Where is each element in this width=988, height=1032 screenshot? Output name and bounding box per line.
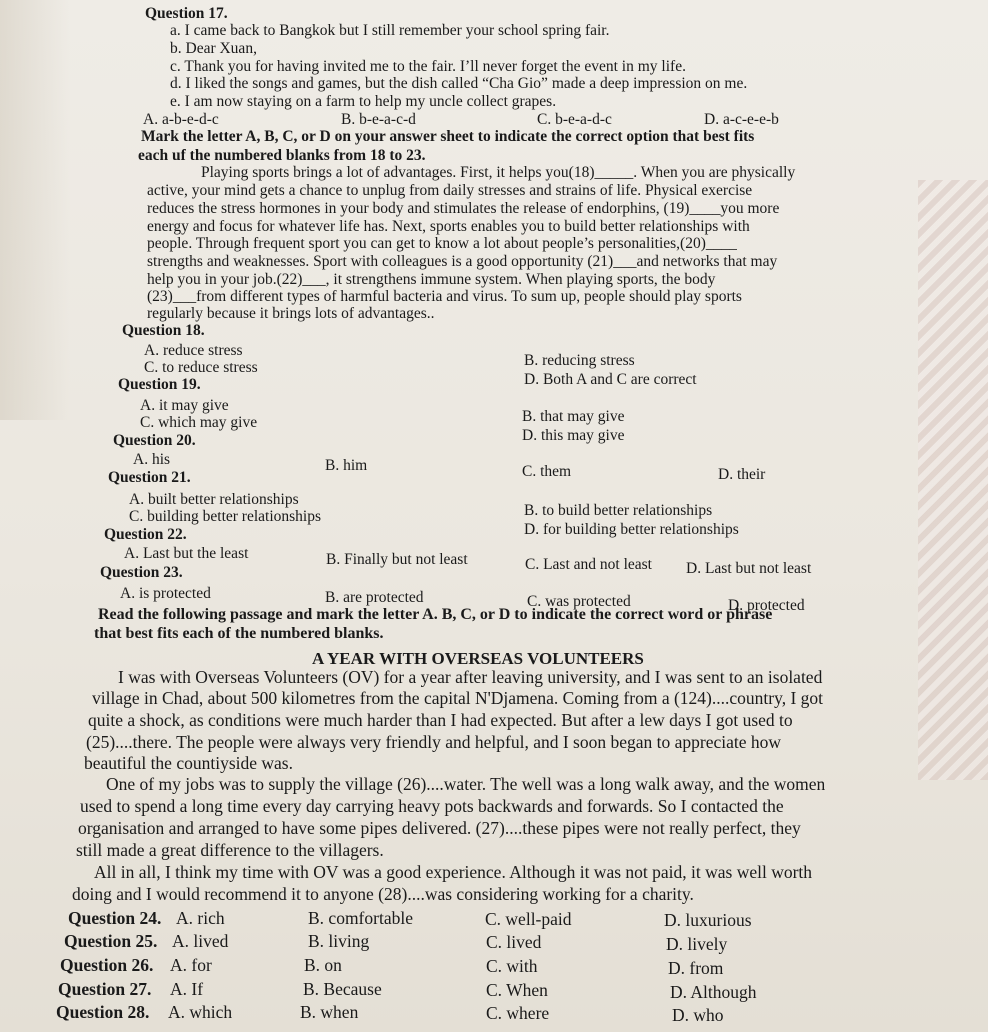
- question-28-heading: Question 28.: [56, 1002, 150, 1022]
- q20-option-a: A. his: [133, 451, 171, 468]
- q17-option-d: D. a-c-e-e-b: [704, 111, 779, 128]
- q25-option-a: A. lived: [172, 931, 229, 951]
- q28-option-a: A. which: [168, 1002, 233, 1022]
- q24-option-b: B. comfortable: [308, 908, 413, 928]
- page-shadow-left: [0, 0, 70, 420]
- passage2-line: beautiful the countiyside was.: [84, 753, 293, 773]
- passage1-line: regularly because it brings lots of advantages..: [147, 305, 435, 322]
- q23-option-a: A. is protected: [120, 585, 211, 602]
- q18-option-d: D. Both A and C are correct: [524, 371, 697, 388]
- q26-option-a: A. for: [170, 955, 212, 975]
- instruction-2-line1: Read the following passage and mark the letter A. B, C, or D to indicate the correct word or phrase: [98, 606, 773, 623]
- q27-option-b: B. Because: [303, 979, 382, 999]
- instruction-2-line2: that best fits each of the numbered blanks.: [94, 625, 384, 642]
- question-17-heading: Question 17.: [145, 5, 228, 22]
- q23-option-b: B. are protected: [325, 589, 424, 606]
- passage2-line: I was with Overseas Volunteers (OV) for a year after leaving university, and I was sent to an isolated: [118, 667, 823, 687]
- q19-option-d: D. this may give: [522, 427, 625, 444]
- q20-option-d: D. their: [718, 466, 766, 483]
- question-19-heading: Question 19.: [118, 376, 201, 393]
- passage1-line: reduces the stress hormones in your body and stimulates the release of endorphins, (19)____you more: [147, 200, 780, 217]
- passage2-line: village in Chad, about 500 kilometres from the capital N'Djamena. Coming from a (124)....country, I got: [92, 688, 824, 708]
- q28-option-d: D. who: [672, 1005, 724, 1025]
- q27-option-c: C. When: [486, 980, 548, 1000]
- instruction-1-line2: each uf the numbered blanks from 18 to 23.: [138, 147, 426, 164]
- q25-option-d: D. lively: [666, 934, 728, 954]
- q22-option-c: C. Last and not least: [525, 556, 652, 573]
- q17-option-a: A. a-b-e-d-c: [143, 111, 219, 128]
- q17-option-c: C. b-e-a-d-c: [537, 111, 612, 128]
- q18-option-b: B. reducing stress: [524, 352, 635, 369]
- q24-option-d: D. luxurious: [664, 910, 752, 930]
- q28-option-b: B. when: [300, 1002, 359, 1022]
- passage2-line: still made a great difference to the villagers.: [76, 840, 384, 860]
- q22-option-d: D. Last but not least: [686, 560, 812, 577]
- q17-sentence-a: a. I came back to Bangkok but I still remember your school spring fair.: [170, 22, 610, 39]
- question-26-heading: Question 26.: [60, 955, 154, 975]
- passage2-line: doing and I would recommend it to anyone (28)....was considering working for a charity.: [72, 884, 694, 904]
- question-24-heading: Question 24.: [68, 908, 162, 928]
- question-21-heading: Question 21.: [108, 469, 191, 486]
- passage2-line: used to spend a long time every day carrying heavy pots backwards and forwards. So I contacted the: [80, 796, 784, 816]
- q19-option-a: A. it may give: [140, 397, 229, 414]
- q17-sentence-e: e. I am now staying on a farm to help my uncle collect grapes.: [170, 93, 557, 110]
- question-23-heading: Question 23.: [100, 564, 183, 581]
- q25-option-c: C. lived: [486, 932, 542, 952]
- page-edge-right: [918, 180, 988, 780]
- q26-option-d: D. from: [668, 958, 724, 978]
- question-18-heading: Question 18.: [122, 322, 205, 339]
- q18-option-c: C. to reduce stress: [144, 359, 258, 376]
- passage1-line: (23)___from different types of harmful bacteria and virus. To sum up, people should play sports: [147, 288, 742, 305]
- q21-option-b: B. to build better relationships: [524, 502, 713, 519]
- q24-option-a: A. rich: [176, 908, 225, 928]
- question-22-heading: Question 22.: [104, 526, 187, 543]
- passage-2-title: A YEAR WITH OVERSEAS VOLUNTEERS: [312, 649, 644, 668]
- q22-option-a: A. Last but the least: [124, 545, 249, 562]
- q19-option-b: B. that may give: [522, 408, 625, 425]
- question-27-heading: Question 27.: [58, 979, 152, 999]
- q23-option-c: C. was protected: [527, 593, 631, 610]
- passage1-line: help you in your job.(22)___, it strengthens immune system. When playing sports, the body: [147, 271, 716, 288]
- q24-option-c: C. well-paid: [485, 909, 572, 929]
- q20-option-c: C. them: [522, 463, 572, 480]
- passage1-line: active, your mind gets a chance to unplug from daily stresses and strains of life. Physical exercise: [147, 182, 753, 199]
- q17-sentence-c: c. Thank you for having invited me to the fair. I’ll never forget the event in my life.: [170, 58, 686, 75]
- passage1-line: energy and focus for whatever life has. Next, sports enables you to build better relationships with: [147, 218, 750, 235]
- q27-option-a: A. If: [170, 979, 204, 999]
- q21-option-a: A. built better relationships: [129, 491, 299, 508]
- passage2-line: One of my jobs was to supply the village (26)....water. The well was a long walk away, and the women: [106, 774, 826, 794]
- passage1-line: strengths and weaknesses. Sport with colleagues is a good opportunity (21)___and networks that may: [147, 253, 778, 270]
- q21-option-d: D. for building better relationships: [524, 521, 739, 538]
- q22-option-b: B. Finally but not least: [326, 551, 468, 568]
- passage2-line: (25)....there. The people were always very friendly and helpful, and I soon began to appreciate how: [86, 732, 782, 752]
- q17-sentence-d: d. I liked the songs and games, but the dish called “Cha Gio” made a deep impression on me.: [170, 75, 748, 92]
- q26-option-c: C. with: [486, 956, 538, 976]
- instruction-1-line1: Mark the letter A, B, C, or D on your answer sheet to indicate the correct option that best fits: [141, 128, 755, 145]
- q18-option-a: A. reduce stress: [144, 342, 243, 359]
- q17-option-b: B. b-e-a-c-d: [341, 111, 416, 128]
- question-20-heading: Question 20.: [113, 432, 196, 449]
- q19-option-c: C. which may give: [140, 414, 258, 431]
- question-25-heading: Question 25.: [64, 931, 158, 951]
- q26-option-b: B. on: [304, 955, 342, 975]
- passage1-line: people. Through frequent sport you can get to know a lot about people’s personalities,(20)____: [147, 235, 737, 252]
- q21-option-c: C. building better relationships: [129, 508, 322, 525]
- passage2-line: quite a shock, as conditions were much harder than I had expected. But after a lew days I got used to: [88, 710, 793, 730]
- q20-option-b: B. him: [325, 457, 368, 474]
- q28-option-c: C. where: [486, 1003, 550, 1023]
- q23-option-d: D. protected: [728, 597, 805, 614]
- q27-option-d: D. Although: [670, 982, 757, 1002]
- passage1-line: Playing sports brings a lot of advantages. First, it helps you(18)_____. When you are physically: [201, 164, 796, 181]
- passage2-line: All in all, I think my time with OV was a good experience. Although it was not paid, it was well worth: [94, 862, 813, 882]
- q17-sentence-b: b. Dear Xuan,: [170, 40, 257, 57]
- q25-option-b: B. living: [308, 931, 370, 951]
- passage2-line: organisation and arranged to have some pipes delivered. (27)....these pipes were not really perfect, they: [78, 818, 801, 838]
